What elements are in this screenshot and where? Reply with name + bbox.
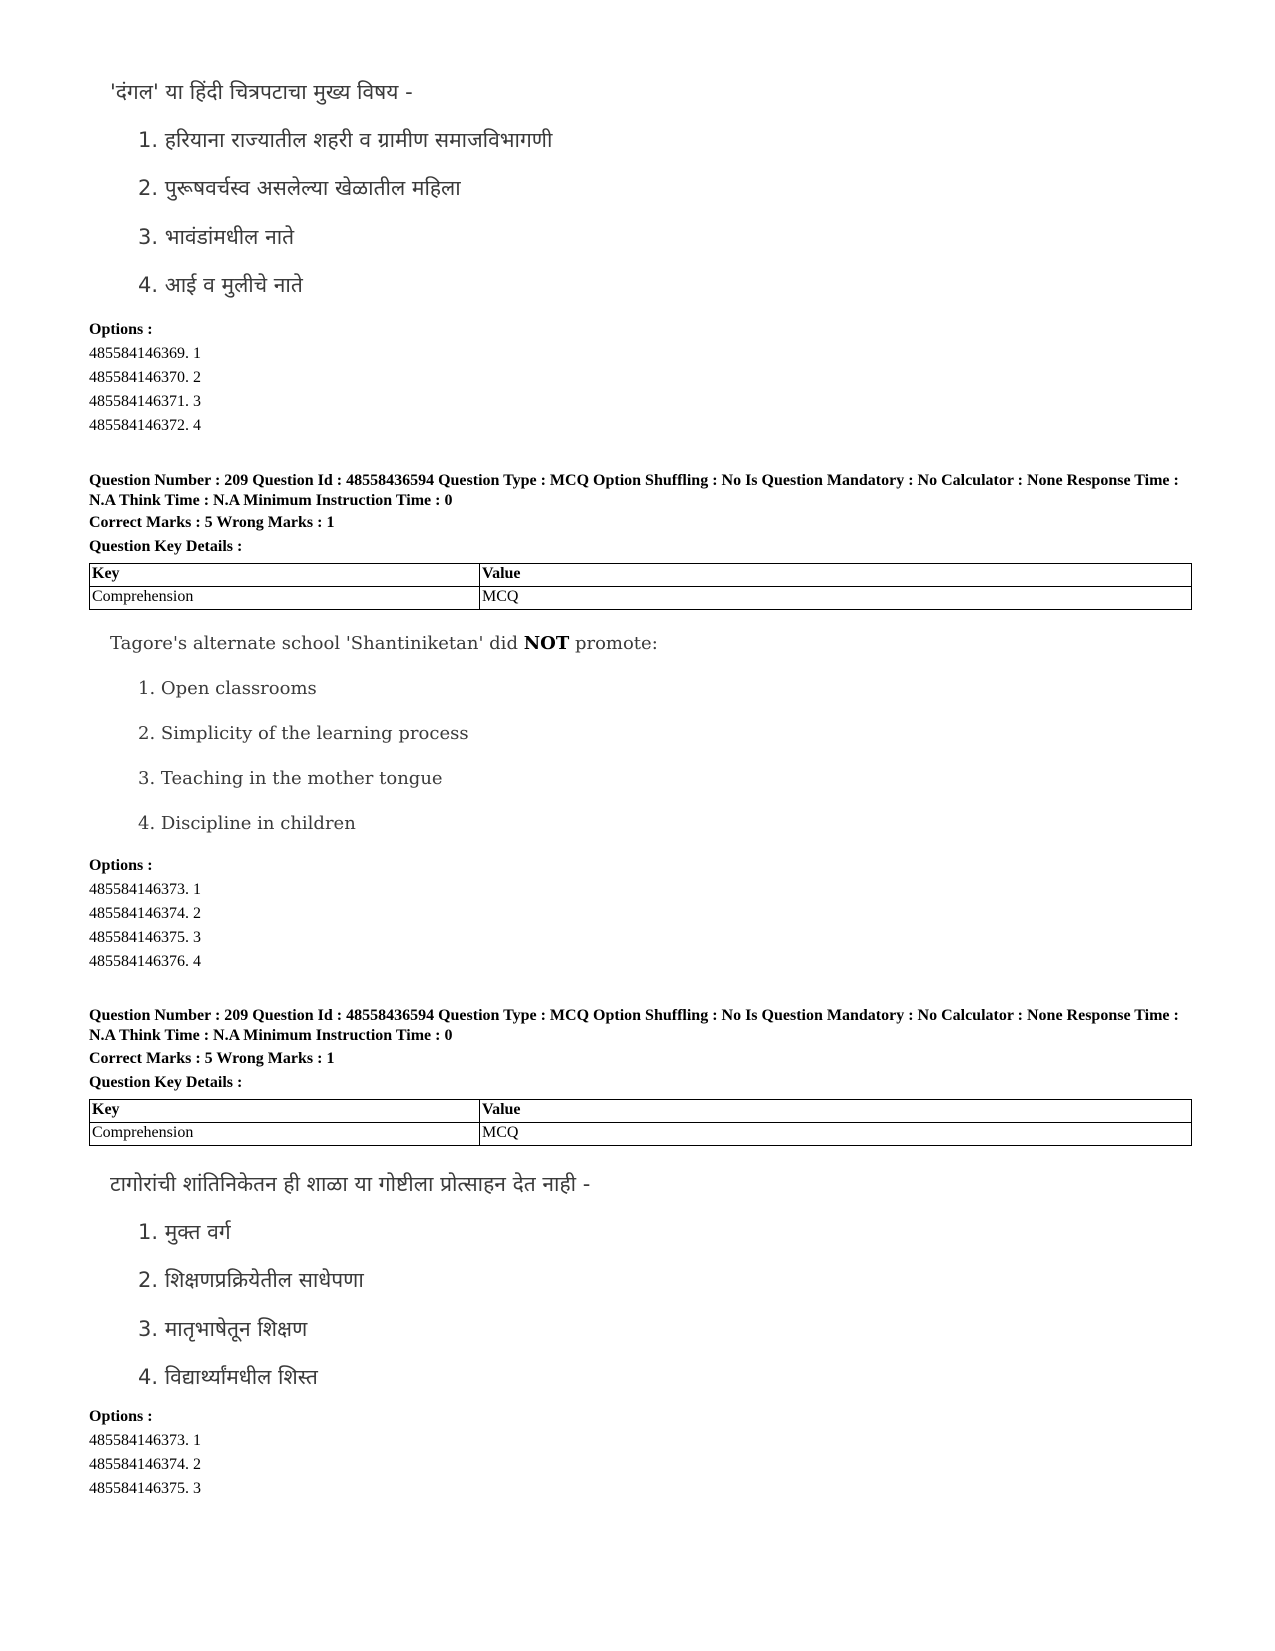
question-item: 2. शिक्षणप्रक्रियेतील साधेपणा bbox=[138, 1268, 364, 1292]
option-item: 485584146374. 2 bbox=[89, 1456, 201, 1473]
option-item: 485584146375. 3 bbox=[89, 1480, 201, 1497]
option-item: 485584146371. 3 bbox=[89, 393, 201, 410]
emphasis-not: NOT bbox=[523, 633, 570, 654]
option-item: 485584146374. 2 bbox=[89, 905, 201, 922]
question-meta: Question Number : 209 Question Id : 48558436594 Question Type : MCQ Option Shuffling : No Is Question Mandatory : No Calculator : None Response Time : N.A Think Time : N.A Minimum Instruction Time : 0 bbox=[89, 1007, 1179, 1044]
table-header-key: Key bbox=[90, 1100, 480, 1123]
option-item: 485584146373. 1 bbox=[89, 881, 201, 898]
table-cell-value: MCQ bbox=[480, 1123, 1192, 1146]
question-item: 3. Teaching in the mother tongue bbox=[138, 768, 443, 789]
question-item: 4. आई व मुलीचे नाते bbox=[138, 273, 303, 297]
question-item: 1. हरियाना राज्यातील शहरी व ग्रामीण समाजविभागणी bbox=[138, 128, 553, 152]
marks-line: Correct Marks : 5 Wrong Marks : 1 bbox=[89, 514, 335, 531]
question-item: 2. Simplicity of the learning process bbox=[138, 723, 469, 744]
question-item: 4. Discipline in children bbox=[138, 813, 356, 834]
question-item: 1. Open classrooms bbox=[138, 678, 317, 699]
key-details-table bbox=[89, 563, 1192, 610]
option-item: 485584146376. 4 bbox=[89, 953, 201, 970]
table-cell-value: MCQ bbox=[480, 587, 1192, 610]
options-label: Options : bbox=[89, 857, 153, 874]
key-details-label: Question Key Details : bbox=[89, 1074, 243, 1091]
options-label: Options : bbox=[89, 1408, 153, 1425]
table-header-key: Key bbox=[90, 564, 480, 587]
question-item: 4. विद्यार्थ्यांमधील शिस्त bbox=[138, 1365, 318, 1389]
option-item: 485584146373. 1 bbox=[89, 1432, 201, 1449]
table-header-value: Value bbox=[480, 564, 1192, 587]
question-item: 2. पुरूषवर्चस्व असलेल्या खेळातील महिला bbox=[138, 176, 461, 200]
question-item: 3. मातृभाषेतून शिक्षण bbox=[138, 1317, 308, 1341]
marks-line: Correct Marks : 5 Wrong Marks : 1 bbox=[89, 1050, 335, 1067]
option-item: 485584146372. 4 bbox=[89, 417, 201, 434]
key-details-label: Question Key Details : bbox=[89, 538, 243, 555]
question-meta: Question Number : 209 Question Id : 48558436594 Question Type : MCQ Option Shuffling : No Is Question Mandatory : No Calculator : None Response Time : N.A Think Time : N.A Minimum Instruction Time : 0 bbox=[89, 472, 1179, 509]
table-cell-key: Comprehension bbox=[90, 587, 480, 610]
question-title: टागोरांची शांतिनिकेतन ही शाळा या गोष्टीला प्रोत्साहन देत नाही - bbox=[110, 1172, 591, 1196]
option-item: 485584146375. 3 bbox=[89, 929, 201, 946]
option-item: 485584146369. 1 bbox=[89, 345, 201, 362]
table-header-value: Value bbox=[480, 1100, 1192, 1123]
options-label: Options : bbox=[89, 321, 153, 338]
question-item: 1. मुक्त वर्ग bbox=[138, 1220, 231, 1244]
question-title: Tagore's alternate school 'Shantiniketan' did NOT promote: bbox=[110, 633, 658, 654]
key-details-table bbox=[89, 1099, 1192, 1146]
option-item: 485584146370. 2 bbox=[89, 369, 201, 386]
question-item: 3. भावंडांमधील नाते bbox=[138, 225, 295, 249]
question-title: 'दंगल' या हिंदी चित्रपटाचा मुख्य विषय - bbox=[110, 80, 413, 104]
table-cell-key: Comprehension bbox=[90, 1123, 480, 1146]
